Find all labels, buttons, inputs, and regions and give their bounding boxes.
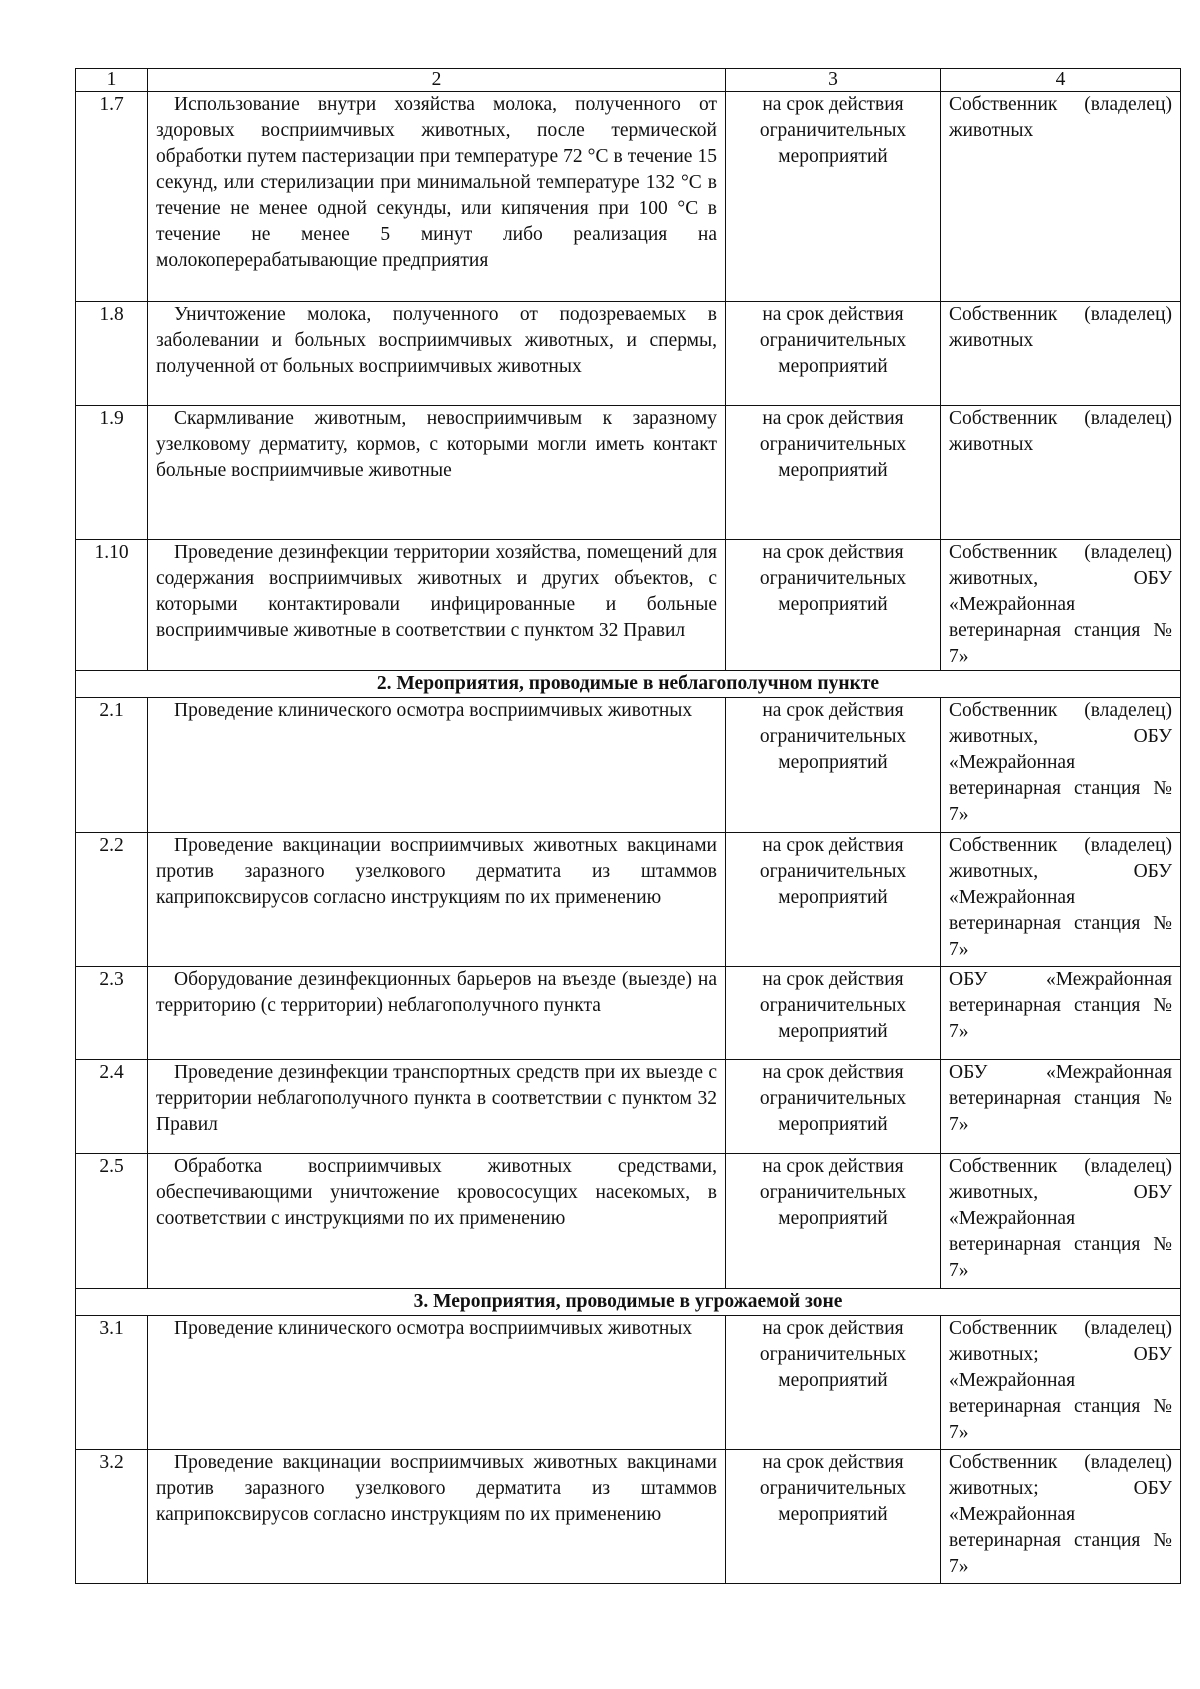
row-responsible: Собственник (владелец) животных <box>941 302 1181 406</box>
row-term: на срок действия ограничительных мероприятий <box>726 833 941 967</box>
row-description: Оборудование дезинфекционных барьеров на въезде (выезде) на территорию (с территории) неблагополучного пункта <box>148 967 726 1060</box>
row-term: на срок действия ограничительных мероприятий <box>726 1060 941 1154</box>
table-header-row <box>76 69 1181 92</box>
row-number: 2.4 <box>76 1060 148 1154</box>
row-term: на срок действия ограничительных мероприятий <box>726 1316 941 1450</box>
row-description: Проведение клинического осмотра восприимчивых животных <box>148 1316 726 1450</box>
table-row <box>76 833 1181 967</box>
table-row <box>76 967 1181 1060</box>
table-row <box>76 1154 1181 1289</box>
row-description: Проведение дезинфекции территории хозяйства, помещений для содержания восприимчивых животных и других объектов, с которыми контактировали инфицированные и больные восприимчивые животные в соответствии с пунктом 32 Правил <box>148 540 726 671</box>
column-number-1: 1 <box>76 69 148 92</box>
row-responsible: Собственник (владелец) животных, ОБУ «Межрайонная ветеринарная станция № 7» <box>941 540 1181 671</box>
document-page <box>75 68 1180 1584</box>
row-description: Обработка восприимчивых животных средствами, обеспечивающими уничтожение кровососущих насекомых, в соответствии с инструкциями по их применению <box>148 1154 726 1289</box>
row-number: 3.2 <box>76 1450 148 1584</box>
row-term: на срок действия ограничительных мероприятий <box>726 1450 941 1584</box>
measures-table <box>75 68 1181 1584</box>
row-responsible: Собственник (владелец) животных; ОБУ «Межрайонная ветеринарная станция № 7» <box>941 1316 1181 1450</box>
row-number: 2.3 <box>76 967 148 1060</box>
row-number: 2.5 <box>76 1154 148 1289</box>
row-number: 3.1 <box>76 1316 148 1450</box>
row-term: на срок действия ограничительных мероприятий <box>726 698 941 833</box>
row-number: 1.8 <box>76 302 148 406</box>
row-responsible: Собственник (владелец) животных; ОБУ «Межрайонная ветеринарная станция № 7» <box>941 1450 1181 1584</box>
row-number: 1.7 <box>76 92 148 302</box>
table-row <box>76 1316 1181 1450</box>
row-number: 2.1 <box>76 698 148 833</box>
row-description: Проведение дезинфекции транспортных средств при их выезде с территории неблагополучного пункта в соответствии с пунктом 32 Правил <box>148 1060 726 1154</box>
row-responsible: ОБУ «Межрайонная ветеринарная станция № 7» <box>941 967 1181 1060</box>
row-term: на срок действия ограничительных мероприятий <box>726 540 941 671</box>
row-responsible: Собственник (владелец) животных, ОБУ «Межрайонная ветеринарная станция № 7» <box>941 833 1181 967</box>
row-term: на срок действия ограничительных мероприятий <box>726 302 941 406</box>
table-row <box>76 1060 1181 1154</box>
row-responsible: Собственник (владелец) животных, ОБУ «Межрайонная ветеринарная станция № 7» <box>941 1154 1181 1289</box>
section-heading-row <box>76 1289 1181 1316</box>
row-number: 1.9 <box>76 406 148 540</box>
row-number: 2.2 <box>76 833 148 967</box>
row-description: Использование внутри хозяйства молока, полученного от здоровых восприимчивых животных, после термической обработки путем пастеризации при температуре 72 °С в течение 15 секунд, или стерилизации при минимальной температуре 132 °С в течение не менее одной секунды, или кипячения при 100 °С в течение не менее 5 минут либо реализация на молокоперерабатывающие предприятия <box>148 92 726 302</box>
table-row <box>76 92 1181 302</box>
section-title: 2. Мероприятия, проводимые в неблагополучном пункте <box>76 671 1181 698</box>
table-row <box>76 540 1181 671</box>
column-number-2: 2 <box>148 69 726 92</box>
row-description: Уничтожение молока, полученного от подозреваемых в заболевании и больных восприимчивых животных, и спермы, полученной от больных восприимчивых животных <box>148 302 726 406</box>
table-row <box>76 302 1181 406</box>
table-row <box>76 406 1181 540</box>
row-responsible: Собственник (владелец) животных, ОБУ «Межрайонная ветеринарная станция № 7» <box>941 698 1181 833</box>
row-term: на срок действия ограничительных мероприятий <box>726 967 941 1060</box>
section-title: 3. Мероприятия, проводимые в угрожаемой зоне <box>76 1289 1181 1316</box>
column-number-3: 3 <box>726 69 941 92</box>
row-responsible: ОБУ «Межрайонная ветеринарная станция № 7» <box>941 1060 1181 1154</box>
table-row <box>76 698 1181 833</box>
row-responsible: Собственник (владелец) животных <box>941 92 1181 302</box>
table-row <box>76 1450 1181 1584</box>
row-description: Скармливание животным, невосприимчивым к заразному узелковому дерматиту, кормов, с которыми могли иметь контакт больные восприимчивые животные <box>148 406 726 540</box>
column-number-4: 4 <box>941 69 1181 92</box>
row-description: Проведение вакцинации восприимчивых животных вакцинами против заразного узелкового дерматита из штаммов каприпоксвирусов согласно инструкциям по их применению <box>148 833 726 967</box>
row-term: на срок действия ограничительных мероприятий <box>726 406 941 540</box>
row-number: 1.10 <box>76 540 148 671</box>
row-description: Проведение вакцинации восприимчивых животных вакцинами против заразного узелкового дерматита из штаммов каприпоксвирусов согласно инструкциям по их применению <box>148 1450 726 1584</box>
row-term: на срок действия ограничительных мероприятий <box>726 1154 941 1289</box>
row-description: Проведение клинического осмотра восприимчивых животных <box>148 698 726 833</box>
row-term: на срок действия ограничительных мероприятий <box>726 92 941 302</box>
row-responsible: Собственник (владелец) животных <box>941 406 1181 540</box>
section-heading-row <box>76 671 1181 698</box>
